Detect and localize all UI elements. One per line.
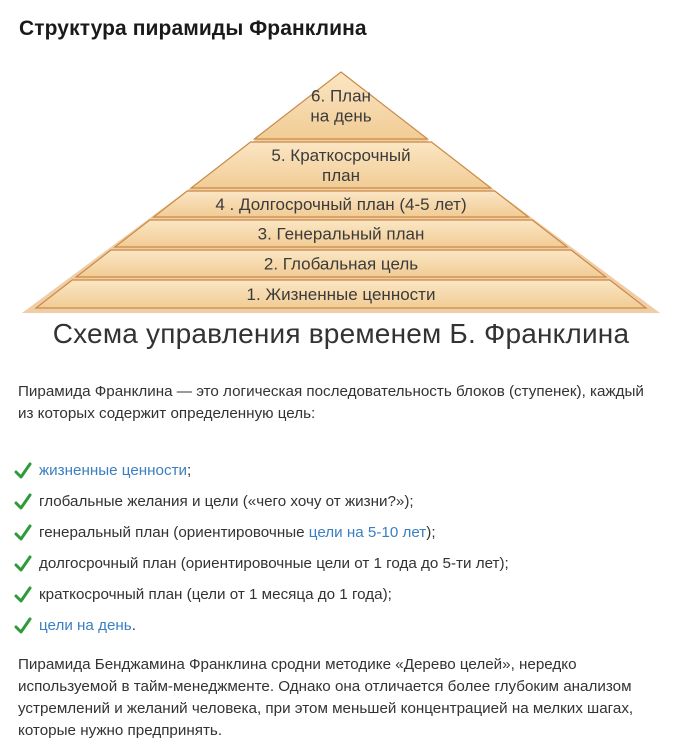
page-title: Структура пирамиды Франклина bbox=[19, 17, 367, 40]
check-icon bbox=[14, 617, 32, 635]
list-item bbox=[14, 610, 509, 641]
pyramid-tier-label: на день bbox=[310, 106, 372, 126]
pyramid-tier-label: 4 . Долгосрочный план (4-5 лет) bbox=[215, 195, 467, 214]
check-icon bbox=[14, 555, 32, 573]
list-item-text: цели на день. bbox=[39, 617, 136, 634]
list-item-text: глобальные желания и цели («чего хочу от жизни?»); bbox=[39, 493, 414, 510]
pyramid-tier bbox=[254, 72, 427, 139]
list-item bbox=[14, 579, 509, 610]
link-goals-5-10-years[interactable]: цели на 5-10 лет bbox=[308, 524, 427, 541]
check-icon bbox=[14, 462, 32, 480]
check-icon bbox=[14, 586, 32, 604]
pyramid-tier-label: 3. Генеральный план bbox=[257, 224, 425, 244]
pyramid-tier-label: 1. Жизненные ценности bbox=[246, 285, 436, 304]
pyramid-tier-label: 6. План bbox=[311, 86, 371, 106]
list-item bbox=[14, 517, 509, 548]
check-icon bbox=[14, 493, 32, 511]
list-item bbox=[14, 548, 509, 579]
link-life-values[interactable]: жизненные ценности bbox=[39, 462, 188, 479]
link-daily-goals[interactable]: цели на день bbox=[39, 617, 132, 634]
list-item bbox=[14, 455, 509, 486]
list-item-text: жизненные ценности; bbox=[39, 462, 192, 479]
list-item-text: долгосрочный план (ориентировочные цели от 1 года до 5-ти лет); bbox=[39, 555, 509, 572]
goal-list bbox=[14, 455, 509, 641]
list-item-text: генеральный план (ориентировочные цели на 5-10 лет); bbox=[39, 524, 436, 541]
list-item-text: краткосрочный план (цели от 1 месяца до 1 года); bbox=[39, 586, 392, 603]
outro-paragraph: Пирамида Бенджамина Франклина сродни методике «Дерево целей», нередко используемой в тайм-менеджменте. Однако она отличается более глубоким анализом устремлений и желаний человека, при этом меньшей концентрацией на мелких шагах, которые нужно предпринять. bbox=[18, 656, 634, 739]
intro-paragraph: Пирамида Франклина — это логическая последовательность блоков (ступенек), каждый из которых содержит определенную цель: bbox=[18, 383, 644, 422]
pyramid-tier-label: 5. Краткосрочный bbox=[271, 146, 411, 165]
pyramid-tier-label: план bbox=[322, 166, 360, 185]
diagram-caption: Схема управления временем Б. Франклина bbox=[52, 318, 630, 349]
list-item bbox=[14, 486, 509, 517]
pyramid-tier-label: 2. Глобальная цель bbox=[263, 254, 419, 274]
check-icon bbox=[14, 524, 32, 542]
franklin-pyramid bbox=[0, 60, 682, 360]
pyramid-diagram bbox=[0, 60, 682, 320]
